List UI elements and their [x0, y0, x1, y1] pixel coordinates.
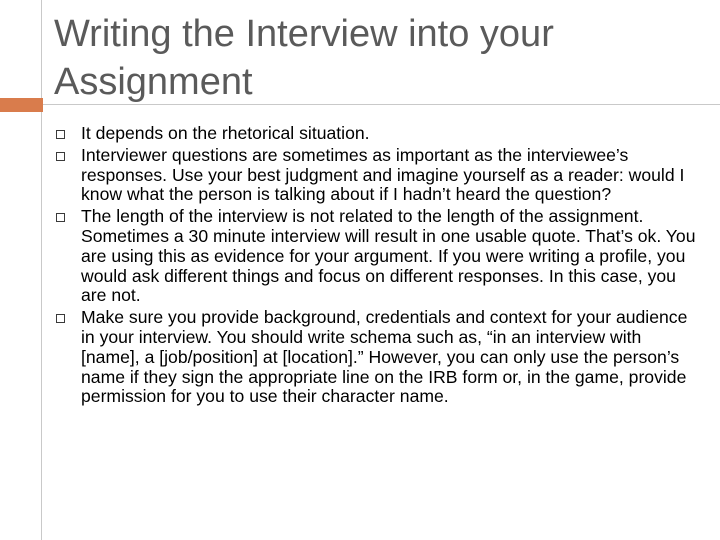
bullet-item — [56, 146, 696, 205]
hollow-square-bullet-icon — [56, 152, 65, 161]
bullet-text: Interviewer questions are sometimes as important as the interviewee’s responses. Use your best judgment and imagine yourself as a reader: would I know what the person is talking about if I hadn’t heard the question? — [81, 144, 685, 205]
bullet-text: It depends on the rhetorical situation. — [81, 123, 370, 143]
bullet-text: The length of the interview is not related to the length of the assignment. Sometimes a 30 minute interview will result in one usable quote. That’s ok. You are using this as evidence for your argument. If you were writing a profile, you would ask different things and focus on different responses. In this case, you are not. — [81, 206, 696, 306]
bullet-list — [56, 124, 696, 409]
hollow-square-bullet-icon — [56, 314, 65, 323]
bullet-item — [56, 124, 696, 144]
bullet-text: Make sure you provide background, credentials and context for your audience in your interview. You should write schema such as, “in an interview with [name], a [job/position] at [location].” However, you can only use the person’s name if they sign the appropriate line on the IRB form or, in the game, provide permission for you to use their character name. — [81, 307, 688, 407]
bullet-item — [56, 207, 696, 306]
accent-bar — [0, 98, 43, 112]
hollow-square-bullet-icon — [56, 213, 65, 222]
bullet-item — [56, 308, 696, 407]
left-vertical-rule — [41, 0, 42, 540]
title-divider — [43, 104, 720, 105]
slide-title: Writing the Interview into your Assignment — [54, 13, 554, 103]
hollow-square-bullet-icon — [56, 130, 65, 139]
